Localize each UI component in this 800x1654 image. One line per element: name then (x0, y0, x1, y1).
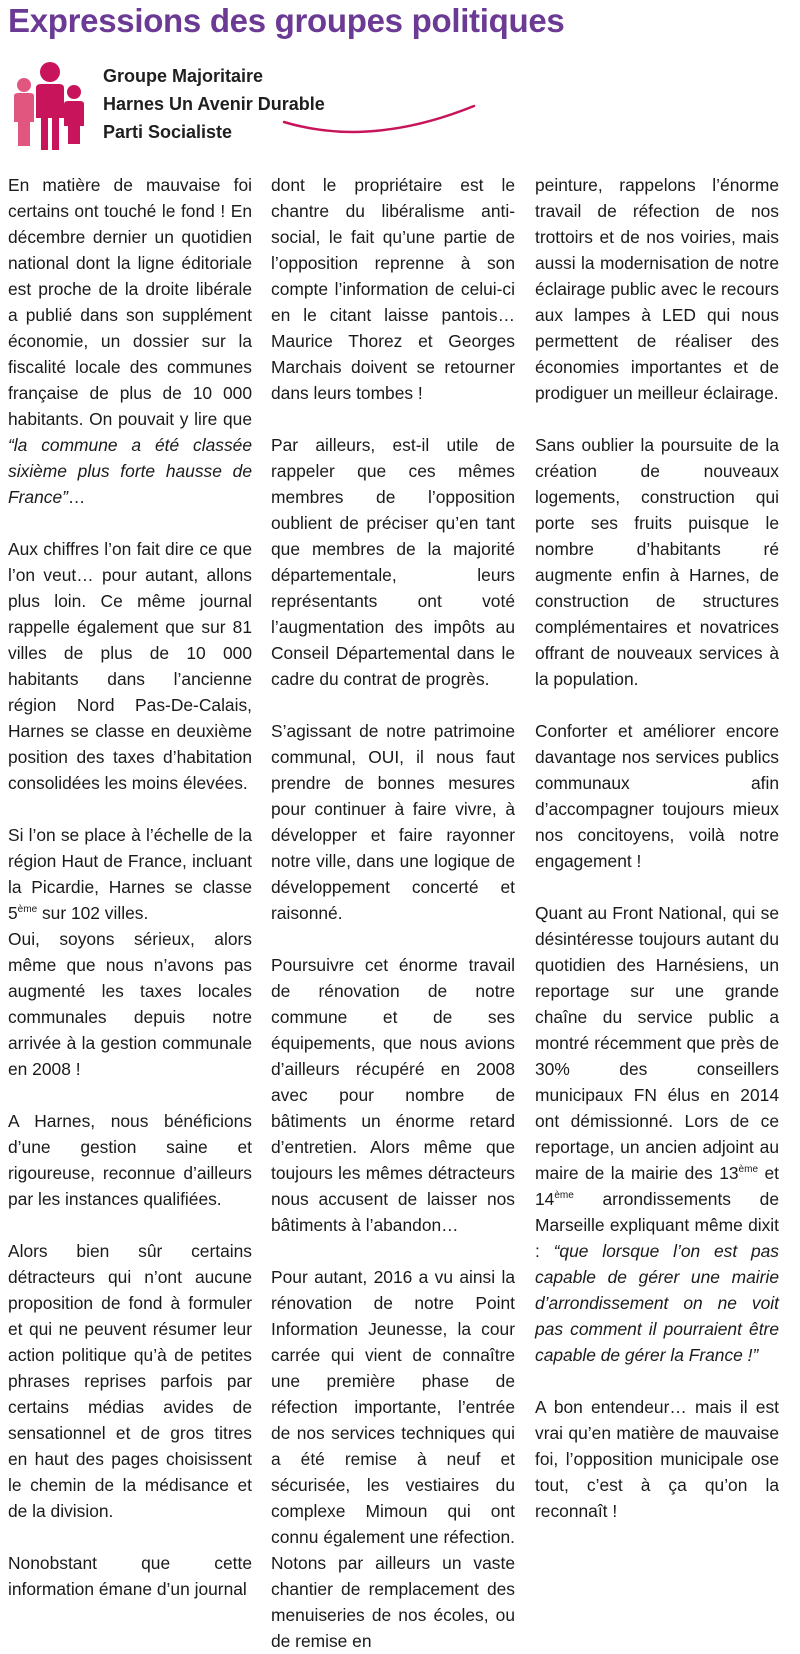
group-name-line1: Groupe Majoritaire (103, 66, 264, 86)
paragraph: Nonobstant que cette information émane d’un journal (8, 1553, 252, 1599)
article-column-3 (535, 172, 779, 1524)
paragraph: Pour autant, 2016 a vu ainsi la rénovation de notre Point Information Jeunesse, la cour carrée qui vient de connaître une première phase de réfection importante, l’entrée de nos services techniques qui a été remise à neuf et sécurisée, les vestiaires du complexe Mimoun qui ont connu également une réfection. Notons par ailleurs un vaste chantier de remplacement des menuiseries de nos écoles, ou de remise en (271, 1267, 515, 1651)
page-title: Expressions des groupes politiques (8, 2, 565, 39)
paragraph: dont le propriétaire est le chantre du libéralisme anti-social, le fait qu’une partie de l’opposition reprenne à son compte l’information de celui-ci en le citant laisse pantois… Maurice Thorez et Georges Marchais doivent se retourner dans leurs tombes ! (271, 175, 515, 403)
paragraph (8, 822, 252, 1082)
paragraph: S’agissant de notre patrimoine communal, OUI, il nous faut prendre de bonnes mesures pour continuer à faire vivre, à développer et faire rayonner notre ville, dans une logique de développement concerté et raisonné. (271, 721, 515, 923)
text: sur 102 villes. (37, 903, 149, 923)
paragraph (8, 172, 252, 510)
text: Oui, soyons sérieux, alors même que nous n’avons pas augmenté les taxes locales communales depuis notre arrivée à la gestion communale en 2008 ! (8, 929, 252, 1079)
text: et 14 (535, 1163, 779, 1209)
people-group-icon (10, 60, 90, 152)
paragraph: A Harnes, nous bénéficions d’une gestion saine et rigoureuse, reconnue d’ailleurs par les instances qualifiées. (8, 1111, 252, 1209)
paragraph (535, 900, 779, 1368)
paragraph: Par ailleurs, est-il utile de rappeler que ces mêmes membres de l’opposition oublient de préciser qu’en tant que membres de la majorité départementale, leurs représentants ont voté l’augmentation des impôts au Conseil Départemental dans le cadre du contrat de progrès. (271, 435, 515, 689)
text: arrondissements de Marseille expliquant même dixit : (535, 1189, 779, 1261)
decorative-swoosh (280, 100, 480, 140)
paragraph: Conforter et améliorer encore davantage nos services publics communaux afin d’accompagner toujours mieux nos concitoyens, voilà notre engagement ! (535, 721, 779, 871)
paragraph: peinture, rappelons l’énorme travail de réfection de nos trottoirs et de nos voiries, mais aussi la modernisation de notre éclairage public avec le recours aux lampes à LED qui nous permettent de réaliser des économies importantes et de prodiguer un meilleur éclairage. (535, 175, 779, 403)
article-column-1 (8, 172, 252, 1602)
superscript: ème (738, 1164, 758, 1175)
text: Quant au Front National, qui se désintéresse toujours autant du quotidien des Harnésiens, un reportage sur une grande chaîne du service public a montré récemment que près de 30% des conseillers municipaux FN élus en 2014 ont démissionné. Lors de ce reportage, un ancien adjoint au maire de la mairie des 13 (535, 903, 779, 1183)
group-name-line3: Parti Socialiste (103, 122, 233, 142)
text: En matière de mauvaise foi certains ont touché le fond ! En décembre dernier un quotidien national dont la ligne éditoriale est proche de la droite libérale a publié dans son supplément économie, un dossier sur la fiscalité locale des communes française de plus de 10 000 habitants. On pouvait y lire que (8, 175, 252, 429)
text: … (67, 487, 86, 507)
paragraph: Sans oublier la poursuite de la création de nouveaux logements, construction qui porte ses fruits puisque le nombre d’habitants ré augmente enfin à Harnes, de construction de structures complémentaires et novatrices offrant de nouveaux services à la population. (535, 435, 779, 689)
quote: “la commune a été classée sixième plus forte hausse de France” (8, 435, 252, 507)
paragraph: Aux chiffres l’on fait dire ce que l’on veut… pour autant, allons plus loin. Ce même journal rappelle également que sur 81 villes de plus de 10 000 habitants dans l’ancienne région Nord Pas-De-Calais, Harnes se classe en deuxième position des taxes d’habitation consolidées les moins élevées. (8, 539, 252, 793)
group-name-line2: Harnes Un Avenir Durable (103, 94, 325, 114)
article-column-2 (271, 172, 515, 1654)
paragraph: A bon entendeur… mais il est vrai qu’en matière de mauvaise foi, l’opposition municipale ose tout, c’est à ça qu’on la reconnaît ! (535, 1397, 779, 1521)
paragraph: Poursuivre cet énorme travail de rénovation de notre commune et de ses équipements, que nous avions d’ailleurs récupéré en 2008 avec pour nombre de bâtiments un énorme retard d’entretien. Alors même que toujours les mêmes détracteurs nous accusent de laisser nos bâtiments à l’abandon… (271, 955, 515, 1235)
text: Si l’on se place à l’échelle de la région Haut de France, incluant la Picardie, Harnes se classe 5 (8, 825, 252, 923)
superscript: ème (554, 1190, 574, 1201)
paragraph: Alors bien sûr certains détracteurs qui n’ont aucune proposition de fond à formuler et qui ne peuvent résumer leur action politique qu’à de petites phrases reprises parfois par certains médias avides de sensationnel et de gros titres en haut des pages choisissent le chemin de la médisance et de la division. (8, 1241, 252, 1521)
quote: “que lorsque l’on est pas capable de gérer une mairie d’arrondissement on ne voit pas comment il pourraient être capable de gérer la France !” (535, 1241, 779, 1365)
superscript: ème (17, 904, 38, 915)
